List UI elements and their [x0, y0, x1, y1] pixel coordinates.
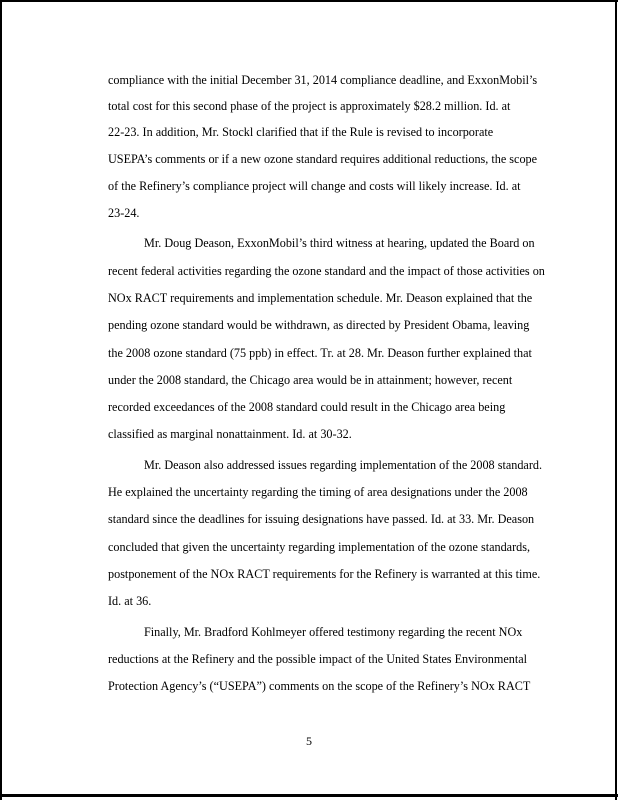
text-line-19: postponement of the NOx RACT requirements for the Refinery is warranted at this time. — [108, 567, 541, 581]
text-line-16: He explained the uncertainty regarding the timing of area designations under the 2008 — [108, 485, 528, 499]
text-line-5: of the Refinery’s compliance project will change and costs will likely increase. Id. at — [108, 179, 521, 193]
text-line-9: NOx RACT requirements and implementation schedule. Mr. Deason explained that the — [108, 291, 533, 305]
page-number: 5 — [306, 734, 312, 748]
text-line-23: Protection Agency’s (“USEPA”) comments on the scope of the Refinery’s NOx RACT — [108, 679, 531, 693]
text-line-4: USEPA’s comments or if a new ozone standard requires additional reductions, the scope — [108, 152, 538, 166]
text-line-3: 22-23. In addition, Mr. Stockl clarified that if the Rule is revised to incorporate — [108, 125, 494, 139]
text-line-21: Finally, Mr. Bradford Kohlmeyer offered testimony regarding the recent NOx — [144, 625, 523, 639]
text-line-7: Mr. Doug Deason, ExxonMobil’s third witness at hearing, updated the Board on — [144, 236, 535, 250]
text-line-17: standard since the deadlines for issuing designations have passed. Id. at 33. Mr. Deason — [108, 512, 535, 526]
text-line-14: classified as marginal nonattainment. Id. at 30-32. — [108, 427, 352, 441]
text-line-8: recent federal activities regarding the ozone standard and the impact of those activities on — [108, 264, 545, 278]
page-border-left — [0, 0, 2, 800]
text-line-1: compliance with the initial December 31, 2014 compliance deadline, and ExxonMobil’s — [108, 73, 538, 87]
text-line-15: Mr. Deason also addressed issues regarding implementation of the 2008 standard. — [144, 458, 543, 472]
text-line-18: concluded that given the uncertainty regarding implementation of the ozone standards, — [108, 540, 531, 554]
text-line-12: under the 2008 standard, the Chicago area would be in attainment; however, recent — [108, 373, 513, 387]
text-line-13: recorded exceedances of the 2008 standard could result in the Chicago area being — [108, 400, 506, 414]
text-line-20: Id. at 36. — [108, 594, 152, 608]
text-line-6: 23-24. — [108, 206, 140, 220]
text-line-11: the 2008 ozone standard (75 ppb) in effect. Tr. at 28. Mr. Deason further explained that — [108, 346, 532, 360]
page-border-right — [615, 0, 617, 800]
text-line-2: total cost for this second phase of the project is approximately $28.2 million. Id. at — [108, 99, 511, 113]
page-border-bottom — [0, 794, 618, 797]
page-border-top — [0, 0, 618, 2]
text-line-10: pending ozone standard would be withdrawn, as directed by President Obama, leaving — [108, 318, 530, 332]
text-line-22: reductions at the Refinery and the possible impact of the United States Environmental — [108, 652, 528, 666]
